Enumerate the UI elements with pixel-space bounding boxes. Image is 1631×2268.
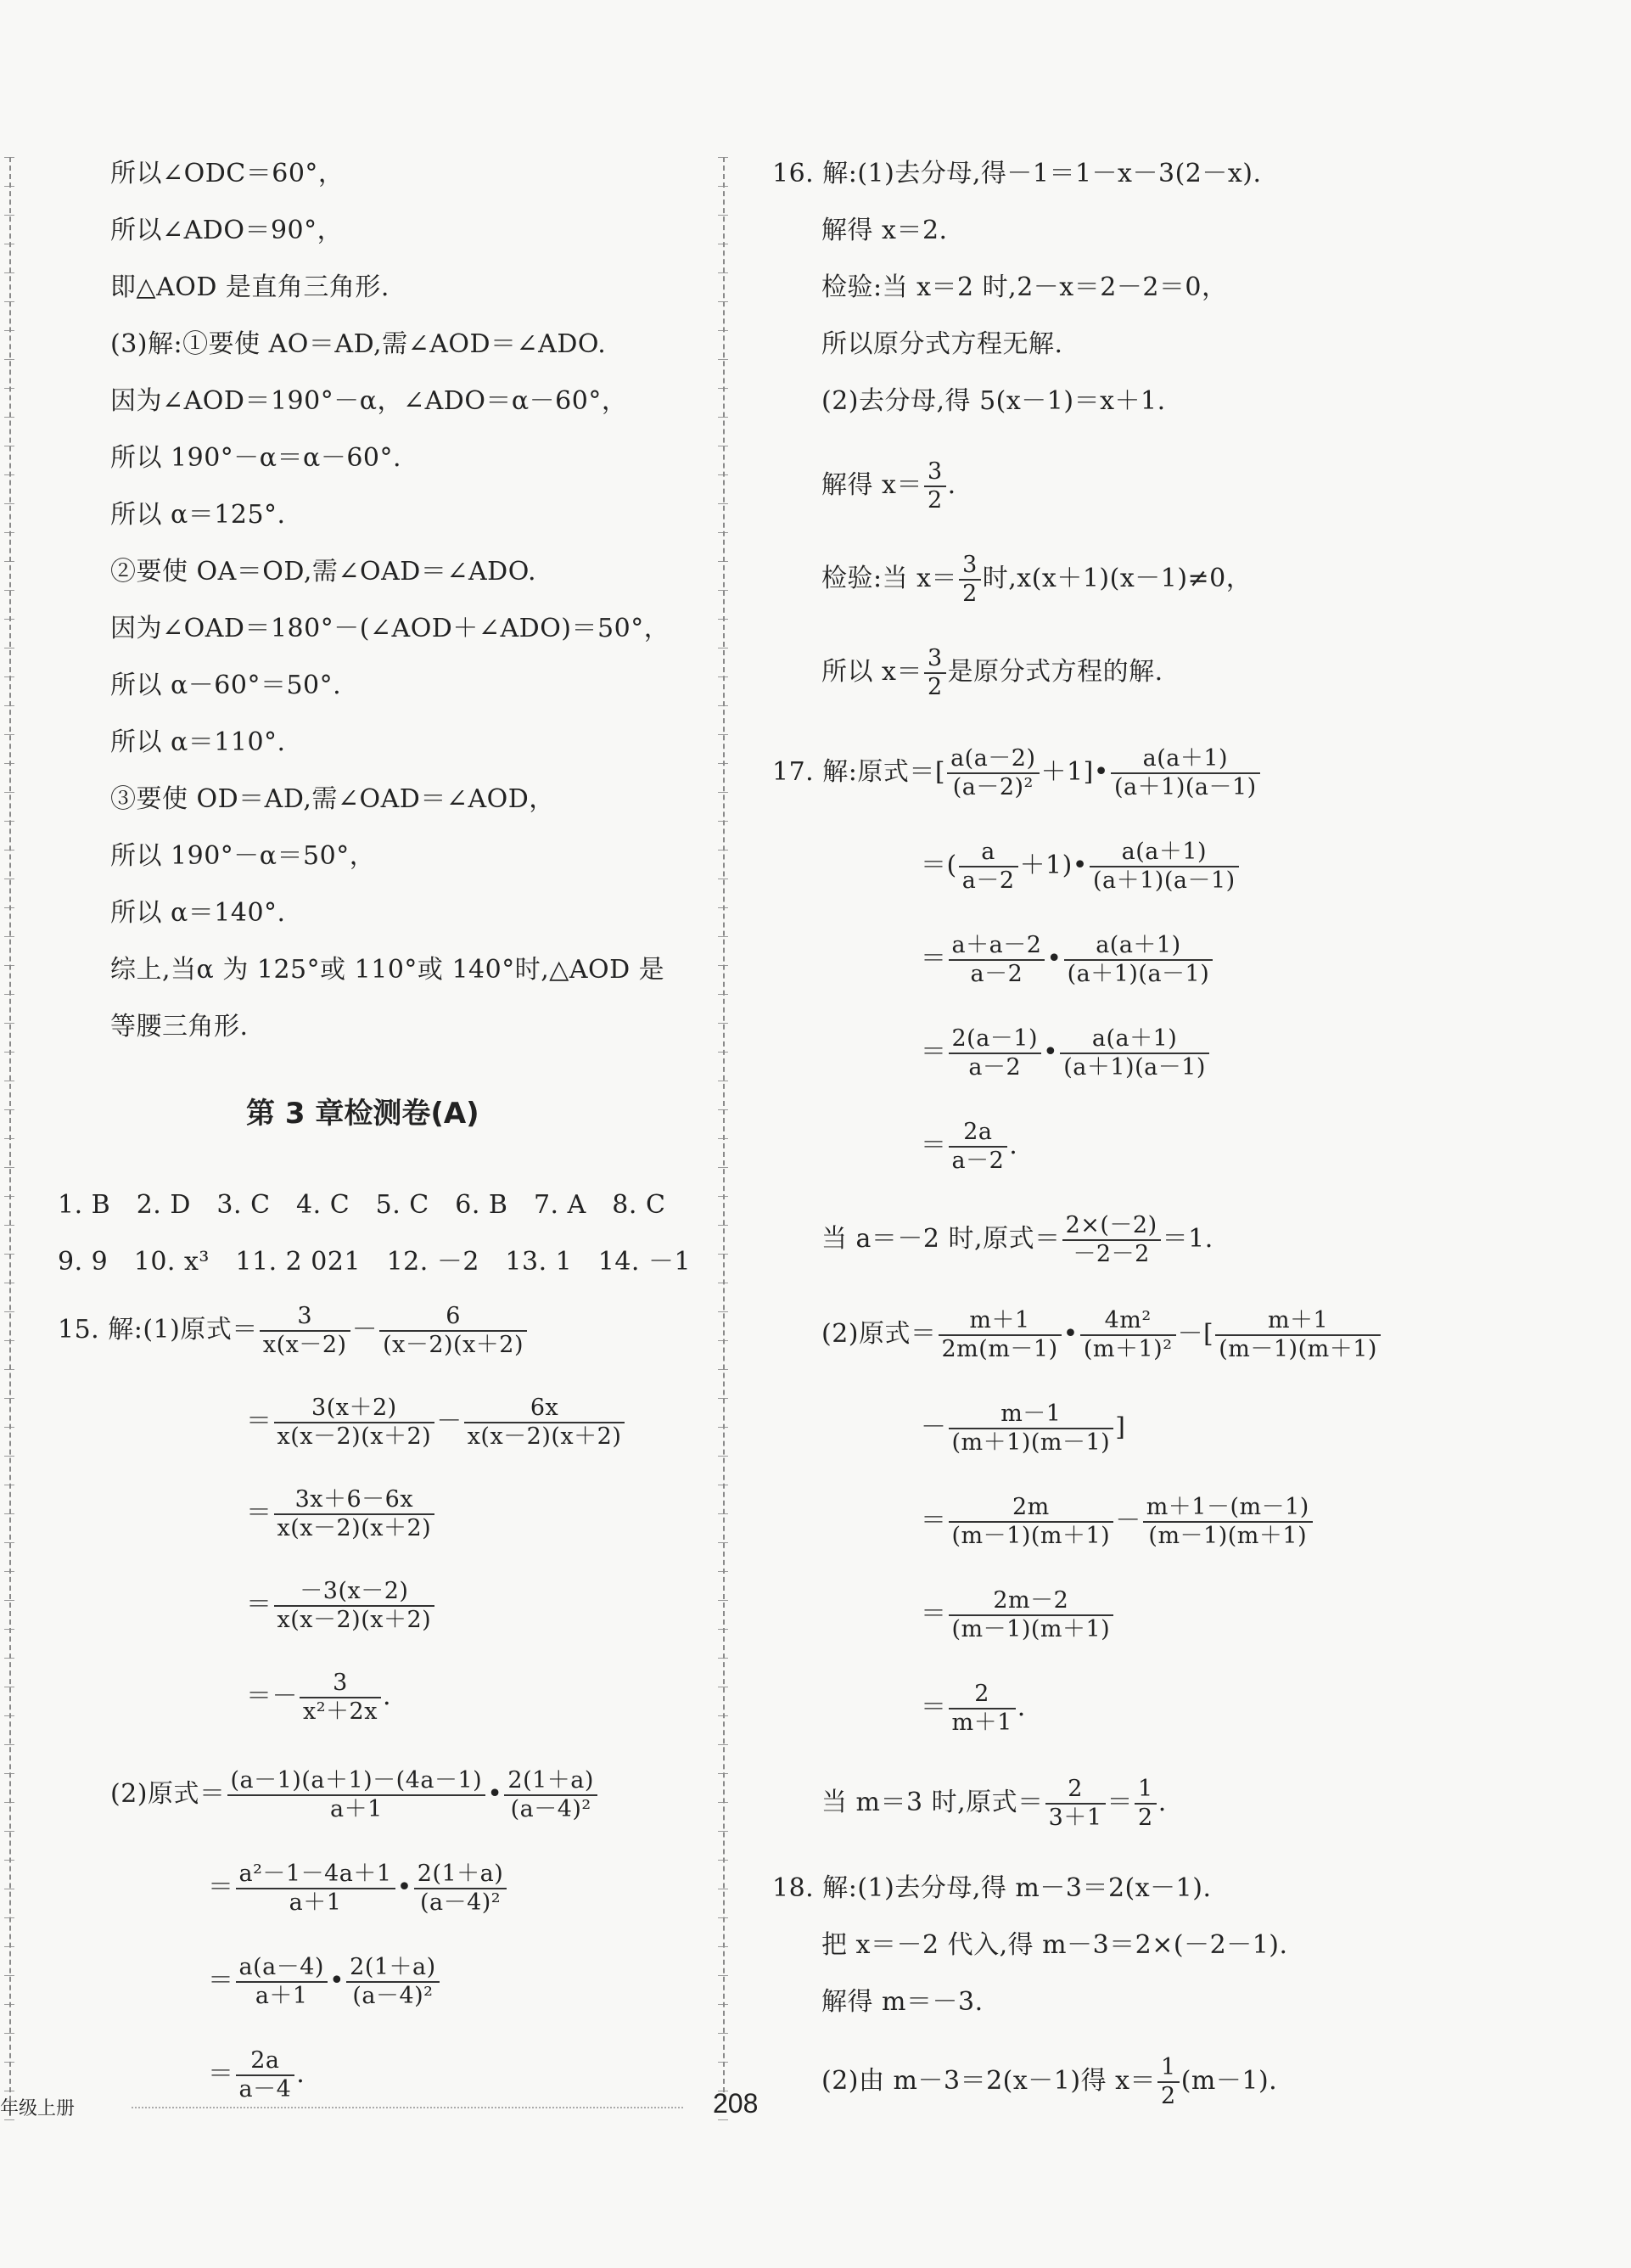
- math-text: (2)原式＝: [110, 1779, 226, 1809]
- text-line: 把 x＝－2 代入,得 m－3＝2×(－2－1).: [821, 1930, 1288, 1960]
- math-text: .: [1017, 1693, 1026, 1722]
- math-text: ＝: [921, 1599, 947, 1629]
- binding-tick: [718, 2119, 728, 2148]
- math-text: ]: [1115, 1412, 1126, 1442]
- fraction: $\frac{2}{m+1}$: [949, 1681, 1016, 1737]
- grade-label: 年级上册: [0, 2098, 76, 2119]
- math-text: 时,x(x＋1)(x－1)≠0，: [982, 564, 1253, 593]
- math-text: ＝: [921, 1693, 947, 1722]
- math-text: 17. 解:原式＝[: [772, 757, 946, 787]
- math-text: ＝: [246, 1406, 272, 1436]
- q17-part2-line-2: [921, 1401, 1125, 1457]
- text-line: 所以 α＝125°.: [110, 500, 286, 530]
- fraction: $\frac{-3(x-2)}{x(x-2)(x+2)}$: [274, 1578, 435, 1634]
- fraction: $\frac{3}{2}$: [959, 552, 981, 608]
- fraction: $\frac{2a}{a-2}$: [949, 1119, 1008, 1175]
- math-text: 检验:当 x＝: [821, 564, 958, 593]
- math-text: －: [351, 1315, 378, 1345]
- math-text: －: [921, 1412, 947, 1442]
- q17-line-4: ＝ $\frac{2(a-1)}{a-2}$ • $\frac{a(a+1)}{(a+1)(a-1)}$: [921, 1025, 1211, 1081]
- text-line: 所以原分式方程无解.: [821, 329, 1063, 359]
- q17-part2-line-3: [921, 1494, 1314, 1550]
- answers-row: 9. 9 10. x³ 11. 2 021 12. －2 13. 1 14. －1: [58, 1247, 692, 1277]
- fraction: $\frac{\text{4m²}}{\text{(m＋1)²}}$: [1080, 1307, 1176, 1363]
- fraction: $\frac{a(a+1)}{(a+1)(a-1)}$: [1090, 839, 1239, 895]
- text-line: 解得 x＝2.: [821, 216, 948, 245]
- math-text: (m－1).: [1180, 2066, 1278, 2096]
- text-line: 所以 α＝140°.: [110, 898, 286, 928]
- page-number: 208: [713, 2088, 759, 2119]
- q17-part2-eval-line: [821, 1776, 1167, 1832]
- math-text: ＝－: [246, 1681, 298, 1711]
- math-text: ＝: [1107, 1788, 1134, 1817]
- text-line: 等腰三角形.: [110, 1012, 249, 1041]
- footer-dotted-line: [132, 2107, 683, 2108]
- text-line: 18. 解:(1)去分母,得 m－3＝2(x－1).: [772, 1873, 1212, 1903]
- q17-part2-line-5: [921, 1681, 1026, 1737]
- text-line: ③要使 OD＝AD,需∠OAD＝∠AOD，: [110, 784, 555, 814]
- q17-line-5: [921, 1119, 1017, 1175]
- fraction: $\frac{2(1+a)}{\text{(a－4)²}}$: [346, 1954, 440, 2010]
- math-text: ＝: [208, 1966, 234, 1996]
- math-text: ＝1.: [1162, 1224, 1213, 1254]
- text-line: 所以∠ODC＝60°，: [110, 159, 345, 188]
- math-text: ＝: [921, 1131, 947, 1160]
- math-text: •: [328, 1966, 345, 1996]
- text-line: 因为∠OAD＝180°－(∠AOD＋∠ADO)＝50°，: [110, 614, 670, 643]
- fraction: $\frac{6}{(x-2)(x+2)}$: [379, 1303, 527, 1359]
- math-text: .: [296, 2059, 305, 2089]
- text-line: 16. 解:(1)去分母,得－1＝1－x－3(2－x).: [772, 159, 1262, 188]
- math-text: ＝(: [921, 850, 957, 880]
- fraction: $\frac{m+1}{(m-1)(m+1)}$: [1215, 1307, 1381, 1363]
- math-text: •: [396, 1872, 412, 1902]
- fraction: $\frac{2a}{a-4}$: [236, 2047, 295, 2103]
- math-text: (2)由 m－3＝2(x－1)得 x＝: [821, 2066, 1157, 2096]
- text-line: 解得 m＝－3.: [821, 1987, 984, 2017]
- q17-line-2: [921, 839, 1241, 895]
- fraction: $\frac{\text{a²－1－4a＋1}}{a+1}$: [236, 1861, 395, 1917]
- math-text: 当 a＝－2 时,原式＝: [821, 1224, 1061, 1254]
- section-title: 第 3 章检测卷(A): [246, 1097, 479, 1131]
- math-text: －: [436, 1406, 462, 1436]
- q17-part2-line-1: (2)原式＝ $\frac{m+1}{2m(m-1)}$ • $\frac{\text{4m²}}{\text{(m＋1)²}}$ －[ $\frac{m+1}{(m-1)(m+1)}$: [821, 1307, 1382, 1363]
- text-line: ②要使 OA＝OD,需∠OAD＝∠ADO.: [110, 557, 537, 587]
- math-text: ＝: [208, 1872, 234, 1902]
- fraction: $\frac{m+1}{2m(m-1)}$: [939, 1307, 1062, 1363]
- fraction: $\frac{2\times(-2)}{-2-2}$: [1062, 1212, 1161, 1268]
- q17-part2-line-4: [921, 1587, 1115, 1643]
- fraction: $\frac{m-1}{(m+1)(m-1)}$: [949, 1401, 1114, 1457]
- text-line: 所以 α＝110°.: [110, 727, 286, 757]
- math-text: .: [1157, 1788, 1167, 1817]
- q16-solve-line: 解得 x＝ $\frac{3}{2}$ .: [821, 458, 956, 514]
- q15-line-3: [246, 1486, 436, 1542]
- math-text: 是原分式方程的解.: [947, 657, 1163, 687]
- fraction: $\frac{a(a-2)}{\text{(a－2)²}}$: [947, 745, 1039, 801]
- math-text: －: [1115, 1506, 1141, 1535]
- text-line: 检验:当 x＝2 时,2－x＝2－2＝0，: [821, 272, 1228, 302]
- math-text: ＝: [208, 2059, 234, 2089]
- fraction: $\frac{a(a+1)}{(a+1)(a-1)}$: [1060, 1025, 1209, 1081]
- q15-line-5: [246, 1670, 391, 1726]
- left-binding-line: [9, 157, 11, 2101]
- math-text: 当 m＝3 时,原式＝: [821, 1788, 1044, 1817]
- math-text: .: [382, 1681, 392, 1711]
- math-text: 解得 x＝: [821, 470, 922, 500]
- q15-line-2: [246, 1395, 626, 1451]
- fraction: $\frac{a}{a-2}$: [959, 839, 1018, 895]
- fraction: $\frac{3}{x(x-2)}$: [260, 1303, 350, 1359]
- text-line: 即△AOD 是直角三角形.: [110, 272, 390, 302]
- q15-line-1: [58, 1303, 529, 1359]
- text-line: (2)去分母,得 5(x－1)＝x＋1.: [821, 386, 1166, 416]
- fraction: $\frac{3(x+2)}{x(x-2)(x+2)}$: [274, 1395, 435, 1451]
- fraction: $\frac{3x+6-6x}{x(x-2)(x+2)}$: [274, 1486, 435, 1542]
- fraction: $\frac{a(a-4)}{a+1}$: [236, 1954, 328, 2010]
- math-text: ＝: [921, 1506, 947, 1535]
- text-line: (3)解:①要使 AO＝AD,需∠AOD＝∠ADO.: [110, 329, 607, 359]
- fraction: $\frac{a(a+1)}{(a+1)(a-1)}$: [1111, 745, 1260, 801]
- fraction: $\frac{2}{3+1}$: [1045, 1776, 1106, 1832]
- answers-row: 1. B 2. D 3. C 4. C 5. C 6. B 7. A 8. C: [58, 1190, 666, 1220]
- text-line: 所以 α－60°＝50°.: [110, 671, 342, 700]
- math-text: (2)原式＝: [821, 1319, 937, 1349]
- q17-eval-line: [821, 1212, 1213, 1268]
- q18-part2-line: [821, 2054, 1277, 2110]
- q17-line-3: ＝ $\frac{a+a-2}{a-2}$ • $\frac{a(a+1)}{(a+1)(a-1)}$: [921, 932, 1214, 988]
- fraction: $\frac{3}{2}$: [924, 458, 946, 514]
- math-text: ＋1]•: [1040, 757, 1110, 787]
- text-line: 所以 190°－α＝50°，: [110, 841, 376, 871]
- math-text: ＋1)•: [1019, 850, 1088, 880]
- fraction: $\frac{2m}{(m-1)(m+1)}$: [949, 1494, 1114, 1550]
- math-text: ＝: [921, 944, 947, 974]
- math-text: －[: [1177, 1319, 1214, 1349]
- fraction: $\frac{3}{2}$: [924, 645, 946, 701]
- text-line: 所以 190°－α＝α－60°.: [110, 443, 402, 473]
- q16-check-line: [821, 552, 1252, 608]
- fraction: $\frac{(a-1)(a+1)-(4a-1)}{a+1}$: [227, 1767, 486, 1823]
- text-line: 综上,当α 为 125°或 110°或 140°时,△AOD 是: [110, 955, 665, 985]
- fraction: $\frac{a+a-2}{a-2}$: [949, 932, 1045, 988]
- fraction: $\frac{a(a+1)}{(a+1)(a-1)}$: [1064, 932, 1213, 988]
- text-line: 所以∠ADO＝90°，: [110, 216, 344, 245]
- binding-tick: [4, 2119, 14, 2148]
- math-text: .: [1009, 1131, 1018, 1160]
- fraction: $\frac{m+1-(m-1)}{(m-1)(m+1)}$: [1143, 1494, 1313, 1550]
- fraction: $\frac{2(1+a)}{\text{(a－4)²}}$: [504, 1767, 597, 1823]
- q15-part2-line-3: [208, 1954, 441, 2010]
- fraction: $\frac{2(1+a)}{\text{(a－4)²}}$: [414, 1861, 507, 1917]
- text-line: 因为∠AOD＝190°－α，∠ADO＝α－60°，: [110, 386, 628, 416]
- math-text: 15. 解:(1)原式＝: [58, 1315, 258, 1345]
- fraction: $\frac{6x}{x(x-2)(x+2)}$: [464, 1395, 625, 1451]
- q17-line-1: [772, 745, 1262, 801]
- fraction: $\frac{2m-2}{(m-1)(m+1)}$: [949, 1587, 1114, 1643]
- math-text: ＝: [246, 1498, 272, 1528]
- q15-part2-line-1: [110, 1767, 599, 1823]
- q16-conclusion-line: [821, 645, 1163, 701]
- center-divider-line: [723, 157, 725, 2101]
- q15-part2-line-2: [208, 1861, 508, 1917]
- math-text: 所以 x＝: [821, 657, 922, 687]
- fraction: $\frac{2(a-1)}{a-2}$: [949, 1025, 1042, 1081]
- q15-part2-line-4: [208, 2047, 305, 2103]
- q15-line-4: [246, 1578, 436, 1634]
- math-text: ＝: [921, 1037, 947, 1067]
- math-text: •: [487, 1779, 503, 1809]
- math-text: ＝: [246, 1590, 272, 1620]
- fraction: $\frac{1}{2}$: [1157, 2054, 1180, 2110]
- fraction: $\frac{3}{\text{x²＋2x}}$: [300, 1670, 381, 1726]
- fraction: $\frac{1}{2}$: [1135, 1776, 1157, 1832]
